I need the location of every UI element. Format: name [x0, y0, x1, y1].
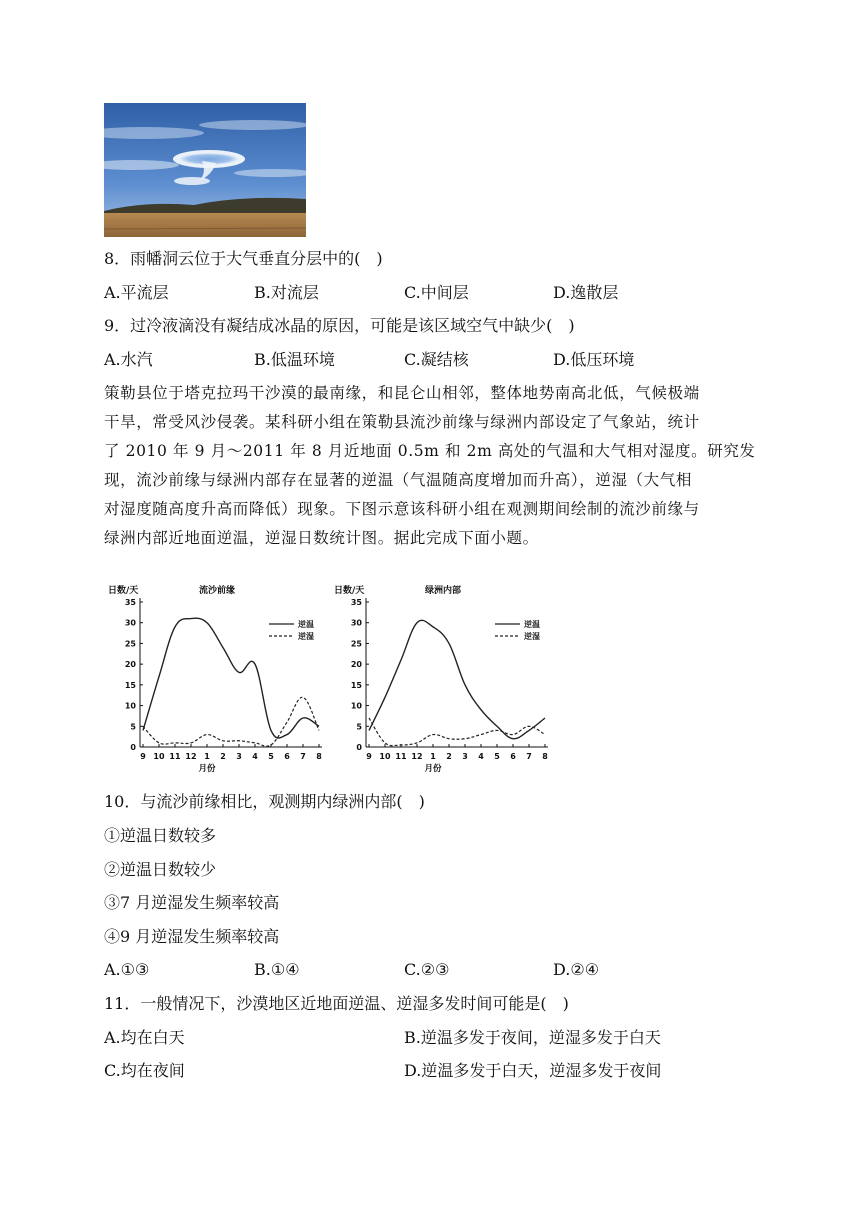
question-10-option-c[interactable]: C.②③	[404, 960, 450, 979]
passage-line: 现，流沙前缘与绿洲内部存在显著的逆温（气温随高度增加而升高），逆湿（大气相	[104, 471, 692, 489]
reading-passage	[104, 379, 764, 553]
question-10-statement-3: ③7 月逆湿发生频率较高	[104, 893, 280, 912]
series-line-inversion-humidity	[143, 697, 319, 746]
y-tick-label: 5	[130, 722, 136, 732]
passage-line: 干旱，常受风沙侵袭。某科研小组在策勒县流沙前缘与绿洲内部设定了气象站，统计	[104, 413, 700, 431]
x-tick-label: 3	[236, 752, 242, 761]
x-tick-label: 5	[494, 752, 500, 761]
y-tick-label: 0	[356, 743, 362, 752]
x-tick-label: 11	[395, 752, 407, 761]
x-tick-label: 8	[316, 752, 322, 761]
y-axis-label: 日数/天	[334, 586, 365, 596]
passage-line: 绿洲内部近地面逆温，逆湿日数统计图。据此完成下面小题。	[104, 529, 539, 547]
x-tick-label: 12	[411, 752, 423, 761]
legend-label: 逆温	[524, 620, 540, 629]
chart-title: 绿洲内部	[425, 586, 462, 596]
passage-line: 策勒县位于塔克拉玛干沙漠的最南缘，和昆仑山相邻，整体地势南高北低，气候极端	[104, 384, 700, 402]
series-line-inversion-humidity	[369, 718, 545, 746]
question-10-statement-1: ①逆温日数较多	[104, 826, 217, 845]
legend-label: 逆湿	[298, 632, 314, 641]
y-tick-label: 30	[350, 618, 362, 628]
y-tick-label: 15	[124, 680, 136, 690]
x-tick-label: 7	[300, 752, 306, 761]
question-10-statement-2: ②逆温日数较少	[104, 860, 217, 879]
x-tick-label: 10	[379, 752, 391, 761]
series-line-inversion-temperature	[369, 620, 545, 739]
passage-line: 了 2010 年 9 月～2011 年 8 月近地面 0.5m 和 2m 高处的气温和大气相对湿度。研究发	[104, 442, 756, 460]
question-8-option-c[interactable]: C.中间层	[404, 283, 469, 302]
chart-title: 流沙前缘	[199, 586, 236, 596]
question-11-option-d[interactable]: D.逆温多发于白天，逆湿多发于夜间	[404, 1061, 662, 1080]
x-tick-label: 1	[430, 752, 436, 761]
chart-oasis-interior-svg	[330, 580, 560, 780]
series-line-inversion-temperature	[143, 618, 319, 738]
question-10-option-d[interactable]: D.②④	[553, 960, 600, 979]
legend-label: 逆湿	[524, 632, 540, 641]
x-axis-label: 月份	[198, 764, 216, 774]
x-tick-label: 10	[153, 752, 165, 761]
x-tick-label: 1	[204, 752, 210, 761]
question-9-option-d[interactable]: D.低压环境	[553, 350, 635, 369]
x-tick-label: 4	[252, 752, 258, 761]
y-tick-label: 0	[130, 743, 136, 752]
fallstreak-hole-cloud-photo	[104, 103, 306, 237]
question-9-option-c[interactable]: C.凝结核	[404, 350, 469, 369]
y-tick-label: 25	[124, 639, 136, 649]
question-10-statement-4: ④9 月逆湿发生频率较高	[104, 927, 280, 946]
x-tick-label: 4	[478, 752, 484, 761]
question-11-stem: 11．一般情况下，沙漠地区近地面逆温、逆湿多发时间可能是( )	[104, 994, 569, 1013]
y-tick-label: 10	[350, 701, 362, 711]
chart-sand-front-svg	[104, 580, 334, 780]
x-tick-label: 8	[542, 752, 548, 761]
y-tick-label: 20	[124, 660, 136, 670]
x-tick-label: 3	[462, 752, 468, 761]
passage-line: 对湿度随高度升高而降低）现象。下图示意该科研小组在观测期间绘制的流沙前缘与	[104, 500, 700, 518]
x-tick-label: 9	[140, 752, 146, 761]
question-8-option-a[interactable]: A.平流层	[104, 283, 169, 302]
question-10-option-b[interactable]: B.①④	[254, 960, 300, 979]
x-tick-label: 6	[510, 752, 516, 761]
y-tick-label: 25	[350, 639, 362, 649]
question-9-stem: 9．过冷液滴没有凝结成冰晶的原因，可能是该区域空气中缺少( )	[104, 316, 575, 335]
x-axis-label: 月份	[424, 764, 442, 774]
y-tick-label: 5	[356, 722, 362, 732]
y-axis-label: 日数/天	[108, 586, 139, 596]
y-tick-label: 35	[124, 598, 136, 607]
y-tick-label: 10	[124, 701, 136, 711]
question-9-option-a[interactable]: A.水汽	[104, 350, 153, 369]
question-8-option-d[interactable]: D.逸散层	[553, 283, 619, 302]
x-tick-label: 11	[169, 752, 181, 761]
question-11-option-c[interactable]: C.均在夜间	[104, 1061, 185, 1080]
question-8-stem: 8．雨幡洞云位于大气垂直分层中的( )	[104, 249, 383, 268]
x-tick-label: 5	[268, 752, 274, 761]
question-11-option-a[interactable]: A.均在白天	[104, 1028, 185, 1047]
x-tick-label: 7	[526, 752, 532, 761]
question-8-option-b[interactable]: B.对流层	[254, 283, 319, 302]
x-tick-label: 12	[185, 752, 197, 761]
x-tick-label: 9	[366, 752, 372, 761]
y-tick-label: 15	[350, 680, 362, 690]
x-tick-label: 2	[220, 752, 226, 761]
question-10-option-a[interactable]: A.①③	[104, 960, 150, 979]
y-tick-label: 20	[350, 660, 362, 670]
x-tick-label: 2	[446, 752, 452, 761]
question-9-option-b[interactable]: B.低温环境	[254, 350, 335, 369]
chart-oasis-interior	[330, 580, 560, 780]
y-tick-label: 35	[350, 598, 362, 607]
x-tick-label: 6	[284, 752, 290, 761]
y-tick-label: 30	[124, 618, 136, 628]
question-10-stem: 10．与流沙前缘相比，观测期内绿洲内部( )	[104, 792, 425, 811]
chart-sand-front	[104, 580, 334, 780]
legend-label: 逆温	[298, 620, 314, 629]
question-11-option-b[interactable]: B.逆温多发于夜间，逆湿多发于白天	[404, 1028, 661, 1047]
